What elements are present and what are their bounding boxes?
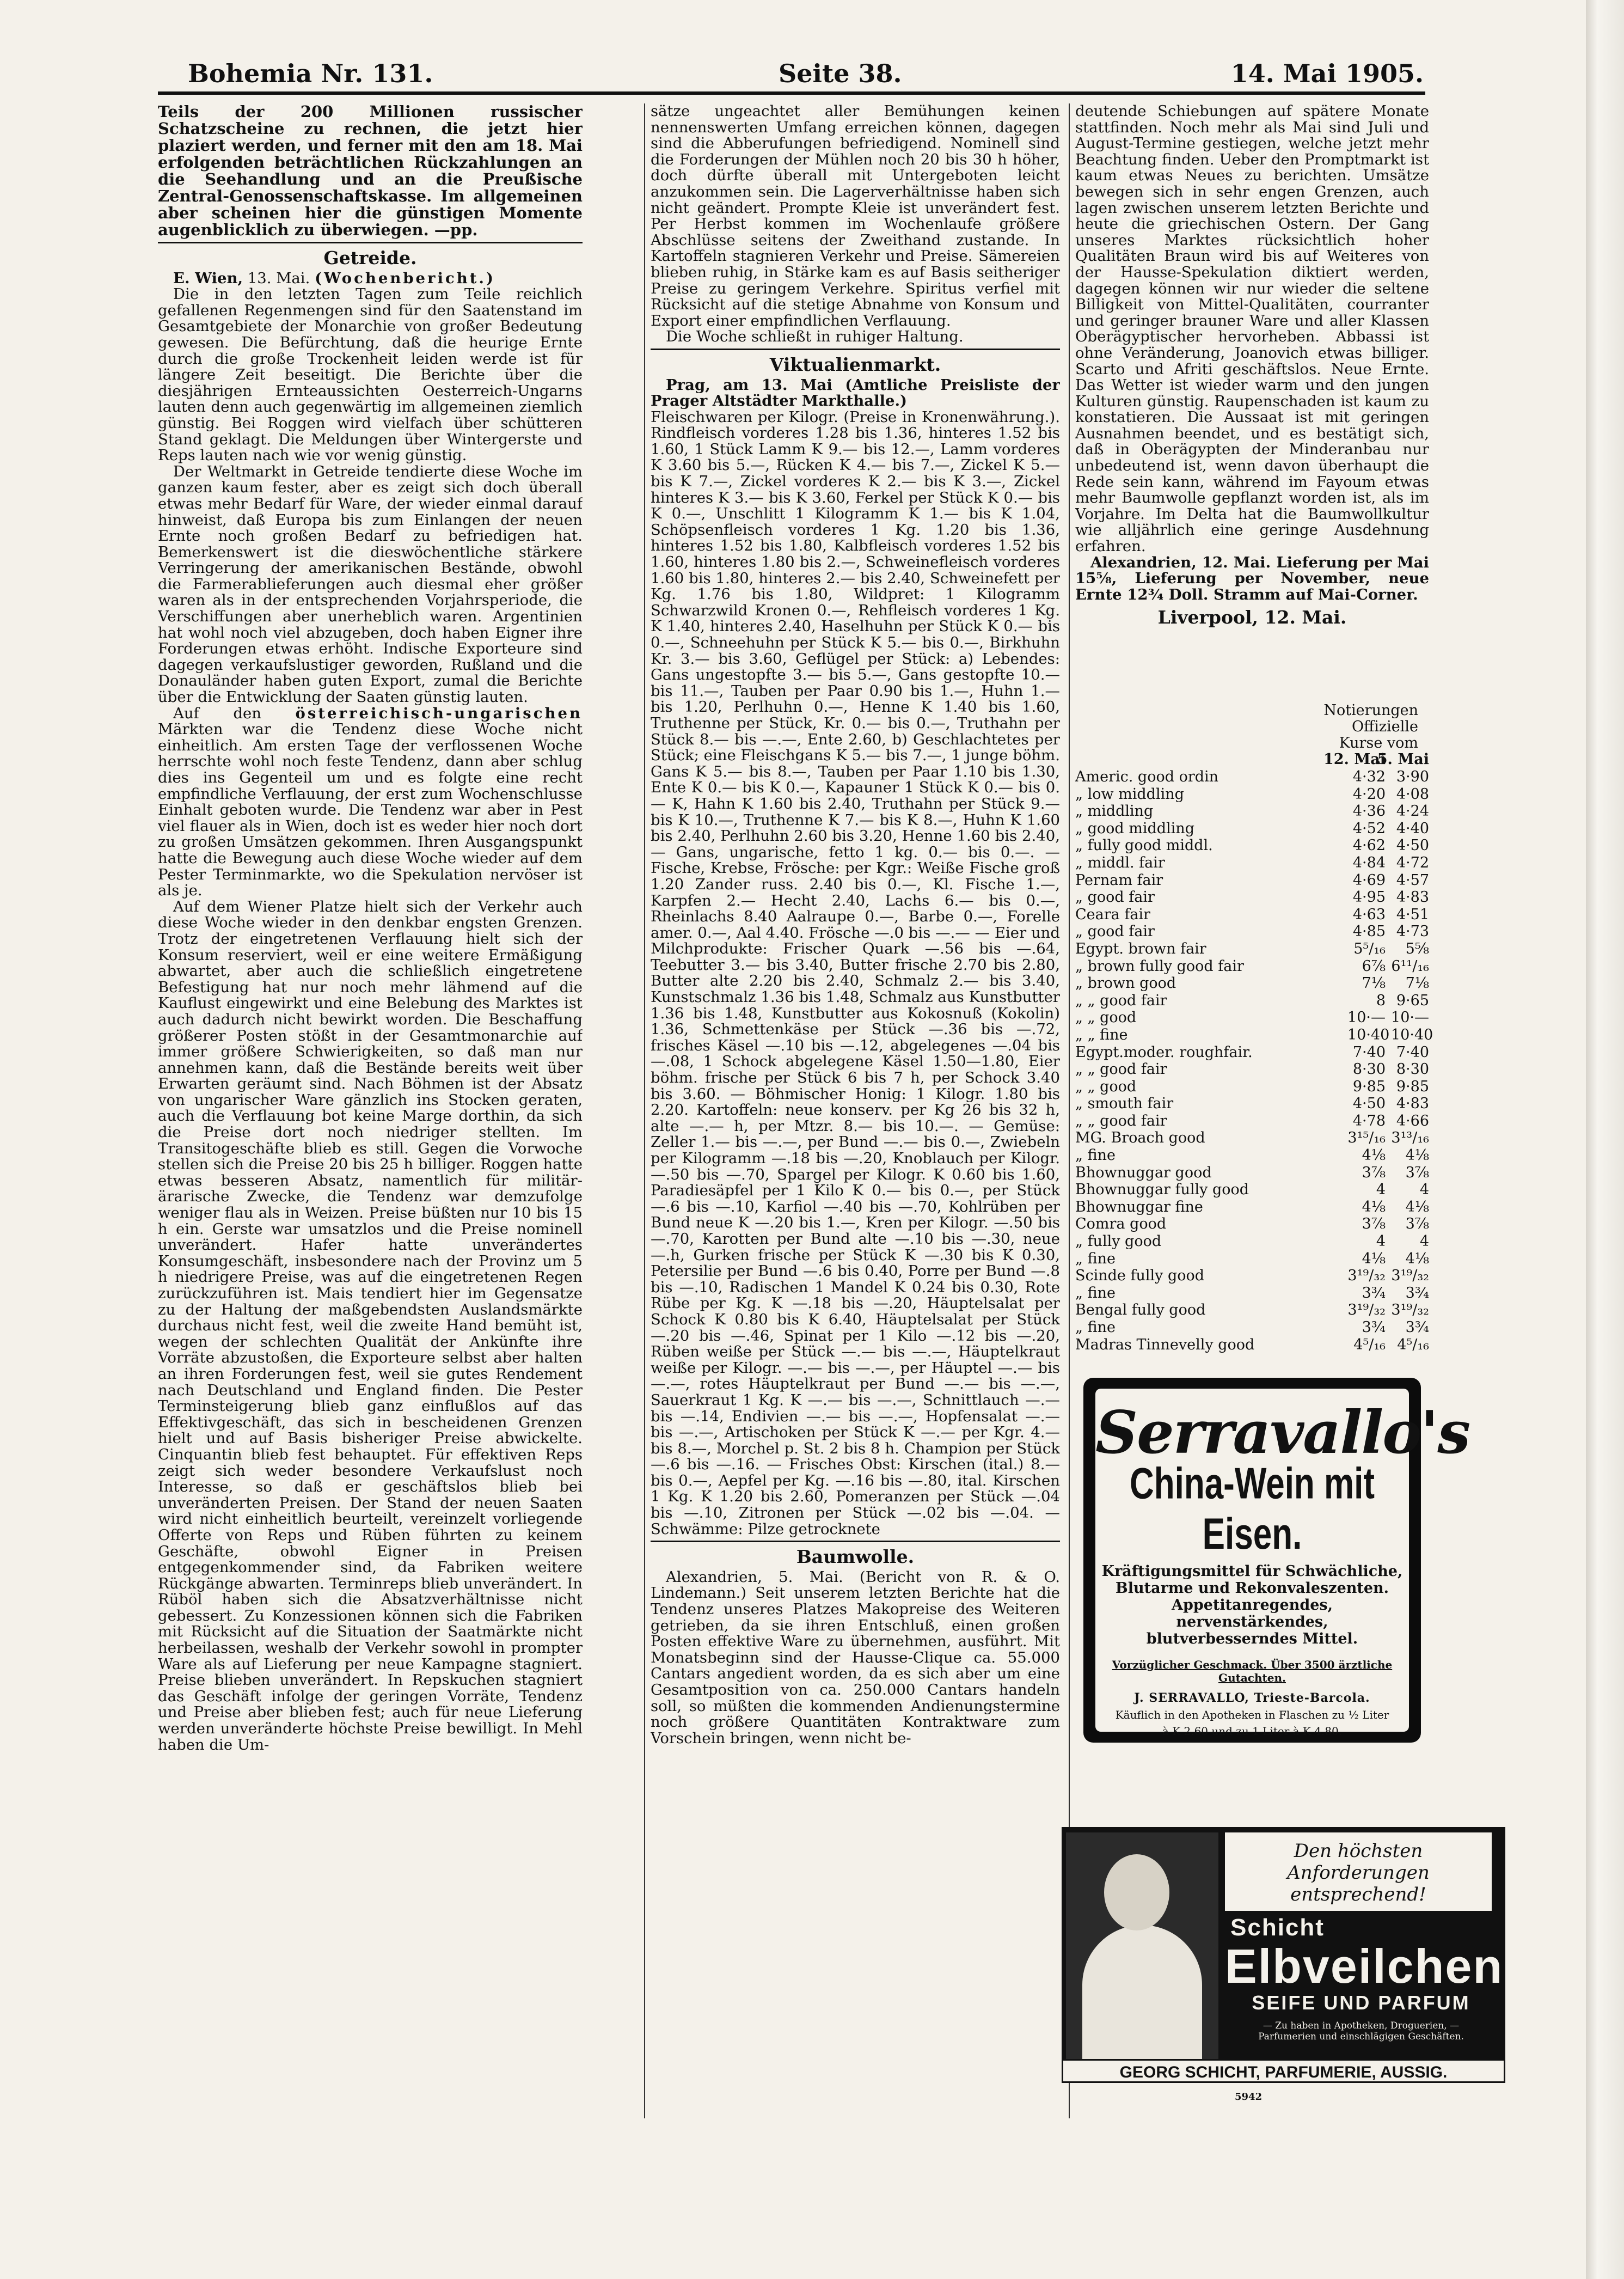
section-heading-viktualienmarkt: Viktualienmarkt. <box>769 353 941 375</box>
table-row <box>1075 1130 1429 1147</box>
value-12-mai: 4·52 <box>1352 820 1386 837</box>
value-5-mai: 6¹¹/₁₆ <box>1391 957 1429 975</box>
dateline-place: E. Wien, <box>173 269 243 287</box>
price-list: Fleischwaren per Kilogr. (Preise in Kronenwährung.). Rindfleisch vorderes 1.28 bis 1.36, hinteres 1.52 bis 1.60, 1 Stück Lamm K 9.— bis 12.—, Lamm vorderes K 3.60 bis 5.—, Rücken K 4.— bis 7.—, Zickel K 5.— bis K 7.—, Zickel vorderes K 2.— bis K 3.—, Zickel hinteres K 3.— bis K 3.60, Ferkel per Stück K 0.— bis K 0.—, Unschlitt 1 Kilogramm K 1.— bis K 1.04, Schöpsenfleisch vorderes 1 Kg. 1.20 bis 1.36, hinteres 1.52 bis 1.80, Kalbfleisch vorderes 1.52 bis 1.60, hinteres 1.80 bis 2.—, Schweinefleisch vorderes 1.60 bis 1.80, hinteres 2.— bis 2.40, Schweinefett per Kg. 1.76 bis 1.80, Wildpret: 1 Kilogramm Schwarzwild Kronen 0.—, Rehfleisch vorderes 1 Kg. K 1.40, hinteres 2.40, Haselhuhn per Stück K 0.— bis 0.—, Schneehuhn per Stück K 5.— bis 0.—, Birkhuhn Kr. 3.— bis 3.60, Geflügel per Stück: a) Lebendes: Gans ungestopfte 3.— bis 5.—, Gans gestopfte 10.— bis 11.—, Tauben per Paar 0.90 bis 1.—, Huhn 1.— bis 1.20, Perlhuhn 0.—, Henne K 1.40 bis 1.60, Truthenne per Stück, Kr. 0.— bis 0.—, Truthahn per Stück 8.— bis —.—, Ente 2.60, b) Geschlachtetes per Stück; eine Fleischgans K 5.— bis 7.—, 1 junge böhm. Gans K 5.— bis 8.—, Tauben per Paar 1.10 bis 1.30, Ente K 0.— bis K 0.—, Kapauner 1 Stück K 0.— bis 0.— K, Hahn K 1.60 bis 2.40, Truthahn per Stück 9.— bis K 10.—, Truthenne K 7.— bis K 8.—, Huhn K 1.60 bis 2.40, Perlhuhn 2.60 bis 3.20, Henne 1.60 bis 2.40, — Gans, ungarische, fetto 1 kg. 0.— bis 0.—. — Fische, Krebse, Frösche: per Kgr.: Weiße Fische groß 1.20 Zander russ. 2.40 bis 0.—, Kl. Fische 1.—, Karpfen 2.— Hecht 2.40, Lachs 6.— bis 0.—, Rheinlachs 8.40 Aalraupe 0.—, Barbe 0.—, Forelle amer. 0.—, Aal 4.40. Frösche —.0 bis —.— — Eier und Milchprodukte: Frischer Quark —.56 bis —.64, Teebutter 3.— bis 3.40, Butter frische 2.70 bis 2.80, Butter alte 2.20 bis 2.40, Schmalz 2.— bis 3.40, Kunstschmalz 1.36 bis 1.48, Schmalz aus Kunstbutter 1.36 bis 1.48, Kunstbutter aus Kokosnuß (Kokolin) 1.36, Schmettenkäse per Stück —.36 bis —.72, frisches Käsel —.10 bis —.12, abgelegenes —.04 bis —.08, 1 Schock abgelegene Käsel 1.50—1.80, Eier böhm. frische per Stück 6 bis 7 h, per Schock 3.40 bis 3.60. — Böhmischer Honig: 1 Kilogr. 1.80 bis 2.20. Kartoffeln: neue konserv. per Kg 26 bis 32 h, alte —.— h, per Mtzr. 8.— bis 10.—. — Gemüse: Zeller 1.— bis —.—, per Bund —.— bis 0.—, Zwiebeln per Kilogramm —.18 bis —.20, Knoblauch per Kilogr. —.50 bis —.70, Spargel per Kilogr. K 0.60 bis 1.60, Paradiesäpfel per 1 Kilo K 0.— bis 0.—, per Stück —.6 bis —.10, Karfiol —.40 bis —.70, Kohlrüben per Bund neue K —.20 bis 1.—, Kren per Kilogr. —.50 bis —.70, Karotten per Bund alte —.10 bis —.30, neue —.h, Gurken frische per Stück K —.30 bis K 0.30, Petersilie per Bund —.6 bis 0.40, Porre per Bund —.8 bis —.10, Radischen 1 Mandel K 0.24 bis 0.30, Rote Rübe per Kg. K —.18 bis —.20, Häuptelsalat per Schock K 0.80 bis K 6.40, Häuptelsalat per Stück —.20 bis —.46, Spinat per 1 Kilo —.12 bis —.20, Rüben weiße per Stück —.— bis —.—, Häuptelkraut weiße per Kilogr. —.— bis —.—, per Häuptel —.— bis —.—, rotes Häuptelkraut per Bund —.— bis —.—, Sauerkraut 1 Kg. K —.— bis —.—, Schnittlauch —.— bis —.14, Endivien —.— bis —.—, Hopfensalat —.— bis —.—, Artischoken per Stück K —.— per Kgr. 4.— bis 8.—, Morchel p. St. 2 bis 8 h. Champion per Stück —.6 bis —.16. — Frisches Obst: Kirschen (ital.) 8.— bis 0.—, Aepfel per Kg. —.16 bis —.80, ital. Kirschen 1 Kg. K 1.20 bis 2.60, Pomeranzen per Stück —.04 bis —.10, Zitronen per Stück —.02 bis —.04. — Schwämme: Pilze getrocknete <box>651 408 1060 1538</box>
ad-foot: à K 2.60 und zu 1 Liter à K 4.80. <box>1162 1725 1343 1738</box>
value-5-mai: 4⁵/₁₆ <box>1397 1336 1429 1353</box>
section-rule <box>158 242 583 243</box>
header-rule <box>158 91 1425 95</box>
row-label: Egypt.moder. roughfair. <box>1075 1043 1253 1061</box>
value-5-mai: 9·85 <box>1396 1078 1429 1095</box>
paragraph: Alexandrien, 12. Mai. Lieferung per Mai 15⅝, Lieferung per November, neue Ernte 12¾ Doll. Stramm auf Mai-Corner. <box>1075 553 1429 603</box>
value-5-mai: 4·57 <box>1396 871 1429 889</box>
value-12-mai: 4·50 <box>1352 1095 1386 1113</box>
text: Auf den <box>173 704 261 722</box>
ad-company: J. SERRAVALLO, Trieste-Barcola. <box>1134 1691 1370 1705</box>
header-right: 14. Mai 1905. <box>1230 59 1424 88</box>
value-12-mai: 4·78 <box>1352 1112 1386 1129</box>
value-5-mai: 3⅞ <box>1405 1215 1429 1233</box>
section-rule <box>651 349 1060 350</box>
value-12-mai: 3¾ <box>1362 1319 1386 1336</box>
value-12-mai: 3⅞ <box>1362 1215 1386 1233</box>
row-label: Ceara fair <box>1075 906 1150 923</box>
row-label: „ middl. fair <box>1075 854 1165 871</box>
value-5-mai: 8·30 <box>1396 1061 1429 1078</box>
column-divider-2 <box>1069 103 1070 2118</box>
dateline: Prag, am 13. Mai (Amtliche Preisliste der Prager Altstädter Markthalle.) <box>651 376 1060 410</box>
table-row <box>1075 786 1429 804</box>
row-label: „ good fair <box>1075 923 1155 940</box>
row-label: Comra good <box>1075 1215 1167 1233</box>
row-label: Bengal fully good <box>1075 1302 1206 1319</box>
row-label: „ smouth fair <box>1075 1095 1174 1113</box>
ad-maker: Schicht <box>1230 1914 1325 1941</box>
value-5-mai: 4·51 <box>1396 906 1429 923</box>
paragraph: Der Weltmarkt in Getreide tendierte diese Woche im ganzen kaum fester, aber es zeigt sich doch überall etwas mehr Bedarf für Ware, der wieder einmal darauf hinweist, daß Europa bis zum Einlangen der neuen Ernte noch großen Bedarf zu befriedigen hat. Bemerkenswert ist die dieswöchentliche stärkere Verringerung der amerikanischen Bestände, obwohl die Farmerablieferungen auch diesmal eher größer waren als in der entsprechenden Vorjahrsperiode, die Verschiffungen aber unerheblich waren. Argentinien hat wohl noch viel abzugeben, doch haben Eigner ihre Forderungen etwas erhöht. Indische Exporteure sind dagegen verkaufslustiger geworden, Rußland und die Donauländer haben guten Export, zumal die Berichte über die Entwicklung der Saaten günstig lauten. <box>158 462 583 706</box>
cotton-table <box>1075 702 1433 1354</box>
ad-product: China-Wein mit Eisen. <box>1129 1459 1375 1559</box>
value-12-mai: 9·85 <box>1352 1078 1386 1095</box>
serravallo-advertisement <box>1083 1378 1470 1743</box>
ad-brand: Serravallo's <box>1095 1398 1470 1467</box>
value-5-mai: 3¾ <box>1405 1319 1429 1336</box>
ad-foot: Käuflich in den Apotheken in Flaschen zu ½ Liter <box>1115 1708 1389 1721</box>
paragraph: deutende Schiebungen auf spätere Monate stattfinden. Noch mehr als Mai sind Juli und August-Termine gestiegen, welche jetzt mehr Beachtung finden. Ueber den Promptmarkt ist kaum etwas Neues zu berichten. Umsätze bewegen sich in sehr engen Grenzen, auch lagen zwischen unserem letzten Berichte und heute die griechischen Ostern. Der Gang unseres Marktes rücksichtlich hoher Qualitäten Braun wird bis auf Weiteres von der Hausse-Spekulation diktiert werden, dagegen können wir nur wieder die seltene Billigkeit von Mittel-Qualitäten, courranter und geringer brauner Ware und aller Klassen Oberägyptischer hervorheben. Abbassi ist ohne Veränderung, Joanovich etwas billiger. Scarto und Afriti geschäftslos. Neue Ernte. Das Wetter ist wieder warm und den jungen Kulturen günstig. Raupenschaden ist kaum zu konstatieren. Die Aussaat ist mit geringen Ausnahmen beendet, und es bestätigt sich, daß in Oberägypten der Minderanbau nur unbedeutend ist, wenn davon überhaupt die Rede sein kann, während im Fayoum etwas mehr Baumwolle gepflanzt worden ist, als im Vorjahre. Im Delta hat die Baumwollkultur wie alljährlich eine geringe Ausdehnung erfahren. <box>1075 103 1429 555</box>
ad-line: Kräftigungsmittel für Schwächliche, <box>1101 1563 1403 1580</box>
value-5-mai: 4·66 <box>1396 1112 1429 1129</box>
value-12-mai: 3⅞ <box>1362 1164 1386 1181</box>
value-12-mai: 4 <box>1376 1181 1386 1199</box>
section-heading-baumwolle: Baumwolle. <box>796 1546 915 1568</box>
value-12-mai: 4·62 <box>1352 837 1386 854</box>
value-5-mai: 10·40 <box>1391 1026 1433 1043</box>
column-2 <box>651 103 1060 2129</box>
row-label: „ „ fine <box>1075 1026 1128 1043</box>
ad-small <box>1225 2020 1497 2042</box>
row-label: Scinde fully good <box>1075 1267 1205 1285</box>
table-row <box>1075 1199 1429 1217</box>
value-5-mai: 4 <box>1419 1233 1429 1250</box>
ad-line: Blutarme und Rekonvaleszenten. <box>1115 1580 1389 1597</box>
value-5-mai: 4·73 <box>1396 923 1429 940</box>
row-label: „ good fair <box>1075 889 1155 906</box>
intro-paragraph: Teils der 200 Millionen russischer Schatzscheine zu rechnen, die jetzt hier plaziert werden, und ferner mit den am 18. Mai erfolgenden beträchtlichen Rückzahlungen an die Seehandlung und an die Preußische Zentral-Genossenschaftskasse. Im allgemeinen aber scheinen hier die günstigen Momente augenblicklich zu überwiegen. —pp. <box>158 103 583 239</box>
paragraph: Die Woche schließt in ruhiger Haltung. <box>666 328 964 346</box>
table-row <box>1075 1096 1429 1113</box>
table-row <box>1075 1113 1429 1131</box>
row-label: „ fully good middl. <box>1075 837 1213 854</box>
row-label: Egypt. brown fair <box>1075 940 1206 957</box>
header-col-2: 5. Mai <box>1377 751 1429 768</box>
row-label: „ brown fully good fair <box>1075 957 1244 975</box>
table-row <box>1075 958 1429 976</box>
table-row <box>1075 975 1429 993</box>
ad-inner <box>1095 1389 1470 1738</box>
value-12-mai: 4·69 <box>1352 871 1386 889</box>
value-5-mai: 5⅝ <box>1405 940 1429 957</box>
cotton-rows <box>1075 768 1433 1354</box>
header-col-1: 12. Mai <box>1323 751 1386 768</box>
table-row <box>1075 924 1429 941</box>
value-12-mai: 5⁵/₁₆ <box>1353 940 1386 957</box>
value-12-mai: 4·36 <box>1352 803 1386 820</box>
table-row <box>1075 872 1429 890</box>
row-label: „ fine <box>1075 1147 1116 1164</box>
value-5-mai: 3·90 <box>1396 768 1429 785</box>
emphasis: österreichisch-ungarischen <box>295 704 583 722</box>
table-row <box>1075 1233 1429 1251</box>
value-5-mai: 4·08 <box>1396 785 1429 803</box>
ad-tagline <box>1225 1832 1492 1911</box>
table-row <box>1075 907 1429 924</box>
text: Märkten war die Tendenz diese Woche nicht einheitlich. Am ersten Tage der verflossenen Woche herrschte wohl noch feste Tendenz, dann aber schlug dies ins Gegenteil um und es folgte eine recht empfindliche Verflauung, der erst zum Wochenschlusse Einhalt geboten wurde. Die Tendenz war aber in Pest viel flauer als in Wien, doch ist es weder hier noch dort zu großen Umsätzen gekommen. Ihren Ausgangspunkt hatte die Bewegung auch diese Woche wieder auf dem Pester Terminmarkte, wo die Spekulation nervöser ist als je. <box>158 720 583 900</box>
ad-small-2: Parfumerien und einschlägigen Geschäften. <box>1258 2031 1464 2042</box>
column-3 <box>1075 103 1429 702</box>
table-row <box>1075 1010 1429 1027</box>
cotton-table-header <box>1075 702 1429 769</box>
row-label: Pernam fair <box>1075 871 1163 889</box>
row-label: „ fully good <box>1075 1233 1162 1250</box>
value-5-mai: 4·83 <box>1396 889 1429 906</box>
value-5-mai: 4⅛ <box>1405 1147 1429 1164</box>
row-label: „ fine <box>1075 1284 1116 1302</box>
row-label: „ „ good fair <box>1075 1112 1167 1129</box>
row-label: „ „ good fair <box>1075 992 1167 1009</box>
value-5-mai: 7·40 <box>1396 1043 1429 1061</box>
value-12-mai: 4·84 <box>1352 854 1386 871</box>
dateline-date: 13. Mai. <box>247 269 310 287</box>
table-row <box>1075 1147 1429 1165</box>
woman-illustration <box>1066 1832 1218 2075</box>
value-12-mai: 4⅛ <box>1362 1147 1386 1164</box>
value-5-mai: 7⅛ <box>1405 975 1429 992</box>
table-row <box>1075 1026 1433 1044</box>
value-12-mai: 7·40 <box>1352 1043 1386 1061</box>
value-12-mai: 3¹⁹/₃₂ <box>1347 1267 1386 1285</box>
page-header <box>188 59 1424 91</box>
table-row <box>1075 803 1429 821</box>
row-label: MG. Broach good <box>1075 1129 1205 1147</box>
face-shape <box>1104 1854 1169 1930</box>
table-row <box>1075 941 1429 958</box>
value-5-mai: 3¾ <box>1405 1284 1429 1302</box>
row-label: Bhownuggar fully good <box>1075 1181 1249 1199</box>
header-line-3: Kurse vom <box>1339 735 1418 751</box>
value-12-mai: 4·85 <box>1352 923 1386 940</box>
value-5-mai: 4⅛ <box>1405 1198 1429 1215</box>
row-label: „ fine <box>1075 1319 1116 1336</box>
ad-company-bar: GEORG SCHICHT, PARFUMERIE, AUSSIG. <box>1062 2059 1505 2083</box>
header-line-2: Offizielle <box>1351 718 1418 735</box>
value-5-mai: 4·83 <box>1396 1095 1429 1113</box>
table-row <box>1075 889 1429 907</box>
header-left: Bohemia Nr. 131. <box>188 59 433 88</box>
row-label: „ „ good <box>1075 1009 1137 1027</box>
ad-line: Appetitanregendes, nervenstärkendes, <box>1172 1597 1333 1630</box>
table-row <box>1075 1044 1429 1062</box>
row-label: „ fine <box>1075 1250 1116 1267</box>
section-rule <box>651 1541 1060 1542</box>
table-row <box>1075 1337 1429 1354</box>
row-label: „ „ good fair <box>1075 1061 1167 1078</box>
value-12-mai: 7⅛ <box>1362 975 1386 992</box>
tagline-1: Den höchsten Anforderungen <box>1287 1840 1430 1884</box>
column-divider-1 <box>644 103 645 2118</box>
value-5-mai: 3¹⁹/₃₂ <box>1391 1302 1429 1319</box>
value-12-mai: 6⅞ <box>1362 957 1386 975</box>
table-row <box>1075 1079 1429 1096</box>
dateline-kind: (Wochenbericht.) <box>315 269 496 287</box>
section-heading-getreide: Getreide. <box>323 247 417 268</box>
ad-number: 5942 <box>1235 2091 1263 2103</box>
value-12-mai: 4 <box>1376 1233 1386 1250</box>
row-label: Americ. good ordin <box>1075 768 1219 785</box>
row-label: „ middling <box>1075 803 1154 820</box>
row-label: Bhownuggar good <box>1075 1164 1212 1181</box>
value-12-mai: 10·— <box>1347 1009 1386 1027</box>
table-row <box>1075 821 1429 838</box>
paragraph <box>158 706 583 899</box>
paragraph: Alexandrien, 5. Mai. (Bericht von R. & O. Lindemann.) Seit unserem letzten Berichte hat die Tendenz unseres Platzes Makopreise des Weiteren getrieben, da sie ihren Entschluß, einen großen Posten effektive Ware zu übernehmen, ausführt. Mit Monatsbeginn sind der Hausse-Clique ca. 55.000 Cantars angedient worden, da es sich aber um eine Gesamtposition von ca. 250.000 Cantars handeln soll, so müßten die kommenden Andienungstermine noch größere Quantitäten Kontraktware zum Vorschein bringen, wenn nicht be- <box>651 1568 1060 1747</box>
value-12-mai: 3¹⁵/₁₆ <box>1347 1129 1386 1147</box>
value-5-mai: 4·50 <box>1396 837 1429 854</box>
row-label: „ „ good <box>1075 1078 1137 1095</box>
value-5-mai: 3¹⁹/₃₂ <box>1391 1267 1429 1285</box>
ad-small: Vorzüglicher Geschmack. Über 3500 ärztliche Gutachten. <box>1112 1658 1393 1684</box>
value-12-mai: 4·32 <box>1352 768 1386 785</box>
value-12-mai: 4⅛ <box>1362 1198 1386 1215</box>
table-row <box>1075 1165 1429 1182</box>
value-12-mai: 8 <box>1376 992 1386 1009</box>
table-row <box>1075 855 1429 872</box>
ad-line: blutverbesserndes Mittel. <box>1146 1630 1358 1647</box>
table-row <box>1075 1061 1429 1079</box>
tagline-2: entsprechend! <box>1290 1884 1426 1905</box>
table-row <box>1075 1182 1429 1199</box>
value-5-mai: 10·— <box>1391 1009 1429 1027</box>
dateline <box>158 271 583 287</box>
table-row <box>1075 1302 1429 1319</box>
row-label: Bhownuggar fine <box>1075 1198 1203 1215</box>
table-row <box>1075 838 1429 855</box>
value-5-mai: 4·24 <box>1396 803 1429 820</box>
row-label: „ low middling <box>1075 785 1184 803</box>
value-12-mai: 3¹⁹/₃₂ <box>1347 1302 1386 1319</box>
ad-small-1: — Zu haben in Apotheken, Droguerien, — <box>1263 2020 1460 2031</box>
value-12-mai: 4·95 <box>1352 889 1386 906</box>
ad-sub: SEIFE UND PARFUM <box>1252 1991 1470 2014</box>
column-1 <box>158 103 583 2118</box>
page-edge <box>1586 0 1624 2279</box>
value-5-mai: 3⅞ <box>1405 1164 1429 1181</box>
header-center: Seite 38. <box>779 59 902 88</box>
table-row <box>1075 1216 1429 1233</box>
row-label: „ brown good <box>1075 975 1176 992</box>
value-12-mai: 3¾ <box>1362 1284 1386 1302</box>
header-line-1: Notierungen <box>1323 702 1418 719</box>
dress-shape <box>1082 1925 1202 2075</box>
value-12-mai: 8·30 <box>1352 1061 1386 1078</box>
table-row <box>1075 769 1429 786</box>
value-12-mai: 4·20 <box>1352 785 1386 803</box>
table-row <box>1075 1285 1429 1303</box>
value-5-mai: 9·65 <box>1396 992 1429 1009</box>
value-5-mai: 3¹³/₁₆ <box>1391 1129 1429 1147</box>
schicht-advertisement <box>1062 1827 1505 2083</box>
row-label: „ good middling <box>1075 820 1194 837</box>
table-row <box>1075 1251 1429 1268</box>
table-row <box>1075 1268 1429 1285</box>
value-5-mai: 4·40 <box>1396 820 1429 837</box>
value-12-mai: 10·40 <box>1347 1026 1390 1043</box>
section-heading-liverpool: Liverpool, 12. Mai. <box>1157 607 1347 628</box>
value-5-mai: 4 <box>1419 1181 1429 1199</box>
table-row <box>1075 993 1429 1010</box>
table-row <box>1075 1319 1429 1337</box>
ad-product: Elbveilchen <box>1225 1939 1504 1993</box>
paragraph: sätze ungeachtet aller Bemühungen keinen nennenswerten Umfang erreichen können, dagegen sind die Abberufungen befriedigend. Nominell sind die Forderungen der Mühlen noch 20 bis 30 h höher, doch dürfte überall mit Untergeboten leicht anzukommen sein. Die Lagerverhältnisse haben sich nicht geändert. Prompte Kleie ist unverändert fest. Per Herbst kommen im Wochenlaufe größere Abschlüsse seitens der Zweithand zustande. In Kartoffeln stagnieren Verkehr und Preise. Sämereien blieben ruhig, in Stärke kam es auf Basis seitheriger Preise zu geringem Verkehre. Spiritus verfiel mit Rücksicht auf die stetige Abnahme von Konsum und Export einer empfindlichen Verflauung. <box>651 103 1060 329</box>
paragraph: Die in den letzten Tagen zum Teile reichlich gefallenen Regenmengen sind für den Saatenstand im Gesamtgebiete der Monarchie von großer Bedeutung gewesen. Die Befürchtung, daß die heurige Ernte durch die große Trockenheit leiden werde ist für längere Zeit beseitigt. Die Berichte über die diesjährigen Ernteaussichten Oesterreich-Ungarns lauten denn auch gegenwärtig im allgemeinen ziemlich günstig. Bei Roggen wird vielfach über schütteren Stand geklagt. Die Meldungen über Wintergerste und Reps lauten nach wie vor wenig günstig. <box>158 285 583 465</box>
row-label: Madras Tinnevelly good <box>1075 1336 1255 1353</box>
paragraph: Auf dem Wiener Platze hielt sich der Verkehr auch diese Woche wieder in den denkbar engsten Grenzen. Trotz der eingetretenen Verflauung hielt sich der Konsum reserviert, weil er eine weitere Ermäßigung abwartet, aber auch die schließlich eingetretene Befestigung hat nur noch mehr lähmend auf die Kauflust eingewirkt und eine Belebung des Marktes ist auch dadurch nicht bewirkt worden. Die Beschaffung größerer Posten stößt in der Gesamtmonarchie auf immer größere Schwierigkeiten, so daß man nur annehmen kann, daß die Bestände bereits weit über Erwarten geräumt sind. Nach Böhmen ist der Absatz von ungarischer Ware gänzlich ins Stocken geraten, auch die Verflauung bot keine Marge dorthin, da sich die Preise dort noch niedriger stellten. Im Transitogeschäfte blieb es still. Gegen die Vorwoche stellen sich die Preise 20 bis 25 h billiger. Roggen hatte etwas besseren Absatz, namentlich für militär-ärarische Zwecke, die Tendenz war demzufolge weniger flau als in Weizen. Preise büßten nur 10 bis 15 h ein. Gerste war umsatzlos und die Preise nominell unverändert. Hafer hatte unverändertes Konsumgeschäft, insbesondere nach der Provinz um 5 h niedrigere Preise, was auf die eingetretenen Regen zurückzuführen ist. Mais tendiert hier im Gegensatze zu der Haltung der maßgebendsten Auslandsmärkte durchaus nicht fest, weil die zweite Hand bemüht ist, wegen der schlechten Qualität der Ankünfte ihre Vorräte abzustoßen, die Exporteure selbst aber halten an ihren Forderungen fest, weil sie gutes Rendement nach Deutschland und England finden. Die Pester Terminsteigerung blieb ganz einflußlos auf das Effektivgeschäft, das sich in bescheidenen Grenzen hielt und auf Basis bisheriger Preise abwickelte. Cinquantin blieb fest behauptet. Für effektiven Reps zeigt sich weder besondere Verkaufslust noch Interesse, so daß er geschäftslos blieb bei unveränderten Preisen. Der Stand der neuen Saaten wird nicht einheitlich beurteilt, vereinzelt vorliegende Offerte von Reps und Rüben führten zu keinem Geschäfte, obwohl Eigner in Preisen entgegenkommender sind, da Fabriken weitere Rückgänge abwarten. Terminreps blieb unverändert. In Rüböl haben sich die Absatzverhältnisse nicht gebessert. Zu Konzessionen können sich die Fabriken mit Rücksicht auf die Situation der Saatmärkte nicht herbeilassen, weshalb der Verkehr sowohl in prompter Ware als auf Lieferung per neue Kampagne stagniert. Preise blieben unverändert. In Repskuchen stagniert das Geschäft infolge der geringen Vorräte, Tendenz und Preise aber blieben fest; auch für neue Lieferung werden unveränderte höchste Preise bewilligt. In Mehl haben die Um- <box>158 897 583 1753</box>
value-5-mai: 4⅛ <box>1405 1250 1429 1267</box>
value-12-mai: 4·63 <box>1352 906 1386 923</box>
value-12-mai: 4⅛ <box>1362 1250 1386 1267</box>
value-12-mai: 4⁵/₁₆ <box>1353 1336 1386 1353</box>
value-5-mai: 4·72 <box>1396 854 1429 871</box>
